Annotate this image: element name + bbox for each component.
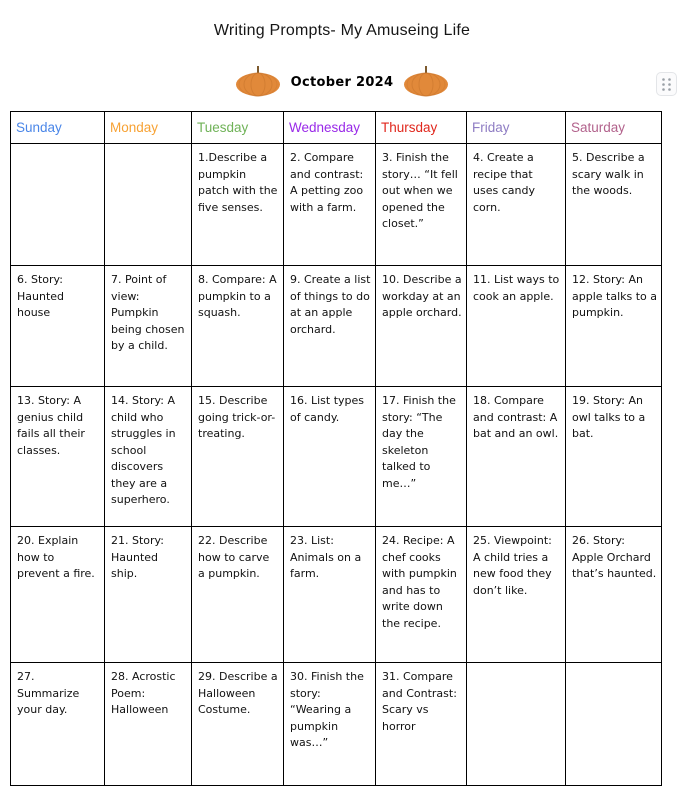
calendar-cell-day-24[interactable]: 24. Recipe: A chef cooks with pumpkin and has to write down the recipe. (376, 527, 467, 663)
calendar-table (10, 111, 662, 786)
calendar-cell-day-3[interactable]: 3. Finish the story… “It fell out when we opened the closet.” (376, 144, 467, 266)
month-label: October 2024 (290, 74, 394, 90)
day-header-sunday[interactable]: Sunday (11, 112, 105, 144)
calendar-cell-day-15[interactable]: 15. Describe going trick-or-treating. (192, 387, 284, 527)
page-title: Writing Prompts- My Amuseing Life (213, 22, 471, 39)
pumpkin-icon (235, 63, 281, 102)
calendar-cell-day-18[interactable]: 18. Compare and contrast: A bat and an owl. (467, 387, 566, 527)
calendar-body (11, 144, 662, 786)
calendar-cell-day-21[interactable]: 21. Story: Haunted ship. (105, 527, 192, 663)
calendar-cell-day-26[interactable]: 26. Story: Apple Orchard that’s haunted. (566, 527, 662, 663)
calendar-cell-day-5[interactable]: 5. Describe a scary walk in the woods. (566, 144, 662, 266)
day-header-thursday[interactable]: Thursday (376, 112, 467, 144)
calendar-cell-day-29[interactable]: 29. Describe a Halloween Costume. (192, 663, 284, 786)
calendar-cell-day-19[interactable]: 19. Story: An owl talks to a bat. (566, 387, 662, 527)
calendar-week-row (11, 527, 662, 663)
calendar-cell-day-13[interactable]: 13. Story: A genius child fails all their classes. (11, 387, 105, 527)
calendar-week-row (11, 387, 662, 527)
calendar-cell-day-30[interactable]: 30. Finish the story: “Wearing a pumpkin was…” (284, 663, 376, 786)
calendar-cell-day-16[interactable]: 16. List types of candy. (284, 387, 376, 527)
calendar-cell-empty[interactable] (566, 663, 662, 786)
day-header-friday[interactable]: Friday (467, 112, 566, 144)
calendar-cell-empty[interactable] (105, 144, 192, 266)
calendar-week-row (11, 144, 662, 266)
calendar-cell-day-31[interactable]: 31. Compare and Contrast: Scary vs horror (376, 663, 467, 786)
calendar-cell-empty[interactable] (11, 144, 105, 266)
calendar-cell-day-28[interactable]: 28. Acrostic Poem: Halloween (105, 663, 192, 786)
calendar-cell-day-14[interactable]: 14. Story: A child who struggles in school discovers they are a superhero. (105, 387, 192, 527)
calendar-cell-day-10[interactable]: 10. Describe a workday at an apple orchard. (376, 266, 467, 387)
day-header-tuesday[interactable]: Tuesday (192, 112, 284, 144)
calendar-header-row (11, 112, 662, 144)
calendar-cell-day-11[interactable]: 11. List ways to cook an apple. (467, 266, 566, 387)
calendar-cell-day-1[interactable]: 1.Describe a pumpkin patch with the five senses. (192, 144, 284, 266)
calendar-cell-day-20[interactable]: 20. Explain how to prevent a fire. (11, 527, 105, 663)
calendar-cell-day-2[interactable]: 2. Compare and contrast: A petting zoo with a farm. (284, 144, 376, 266)
calendar-cell-day-12[interactable]: 12. Story: An apple talks to a pumpkin. (566, 266, 662, 387)
calendar-cell-day-25[interactable]: 25. Viewpoint: A child tries a new food they don’t like. (467, 527, 566, 663)
month-header (0, 62, 684, 102)
calendar-cell-day-6[interactable]: 6. Story: Haunted house (11, 266, 105, 387)
day-header-saturday[interactable]: Saturday (566, 112, 662, 144)
calendar-week-row (11, 663, 662, 786)
calendar-week-row (11, 266, 662, 387)
calendar-cell-day-17[interactable]: 17. Finish the story: “The day the skeleton talked to me…” (376, 387, 467, 527)
calendar-cell-day-22[interactable]: 22. Describe how to carve a pumpkin. (192, 527, 284, 663)
pumpkin-icon (403, 63, 449, 102)
calendar-cell-day-8[interactable]: 8. Compare: A pumpkin to a squash. (192, 266, 284, 387)
calendar-cell-day-7[interactable]: 7. Point of view: Pumpkin being chosen by a child. (105, 266, 192, 387)
drag-handle-icon[interactable] (656, 72, 677, 96)
calendar-cell-day-4[interactable]: 4. Create a recipe that uses candy corn. (467, 144, 566, 266)
calendar-cell-day-23[interactable]: 23. List: Animals on a farm. (284, 527, 376, 663)
calendar-cell-empty[interactable] (467, 663, 566, 786)
calendar-cell-day-27[interactable]: 27. Summarize your day. (11, 663, 105, 786)
day-header-monday[interactable]: Monday (105, 112, 192, 144)
calendar-cell-day-9[interactable]: 9. Create a list of things to do at an apple orchard. (284, 266, 376, 387)
day-header-wednesday[interactable]: Wednesday (284, 112, 376, 144)
